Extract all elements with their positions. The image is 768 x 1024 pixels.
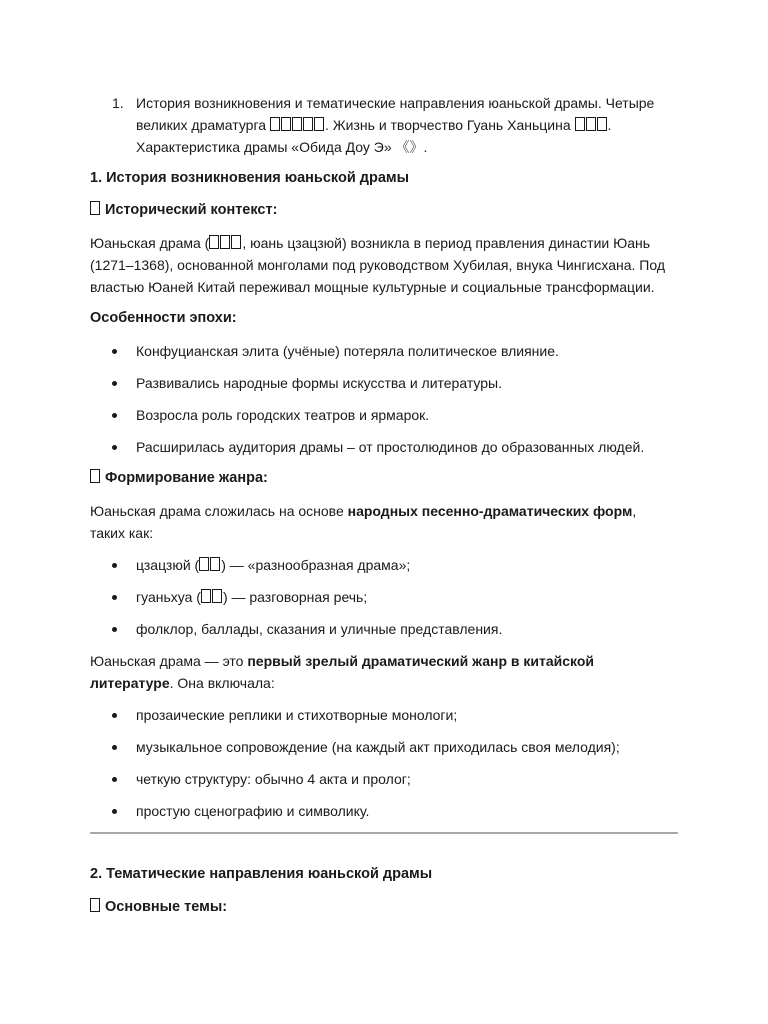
list-number: 1.: [112, 95, 124, 111]
missing-glyph-icon: [201, 589, 211, 603]
list-item-text: Возросла роль городских театров и ярмарок.: [136, 407, 430, 423]
intro-line-3-a: Характеристика драмы «Обида Доу Э»: [136, 139, 396, 155]
missing-glyph-icon: [292, 117, 302, 131]
genre-item-b: ) — разговорная речь;: [222, 589, 368, 605]
list-item-text: прозаические реплики и стихотворные монологи;: [136, 707, 458, 723]
mature-para-c: . Она включала:: [169, 675, 275, 691]
mature-genre-paragraph: [90, 650, 670, 694]
genre-item-b: ) — «разнообразная драма»;: [221, 557, 411, 573]
missing-glyph-icon: [90, 898, 100, 912]
list-item-text: четкую структуру: обычно 4 акта и пролог;: [136, 771, 411, 787]
intro-line-2-a: великих драматурга: [136, 117, 270, 133]
genre-para-bold: народных песенно-драматических форм: [347, 503, 633, 519]
intro-line-2-b: . Жизнь и творчество Гуань Ханьцина: [324, 117, 575, 133]
bullet-icon: [112, 595, 117, 600]
bullet-icon: [112, 777, 117, 782]
list-item-text: фолклор, баллады, сказания и уличные представления.: [136, 621, 503, 637]
context-heading-text: Исторический контекст:: [105, 202, 278, 218]
bullet-icon: [112, 809, 117, 814]
context-para-a: Юаньская драма (: [90, 235, 210, 251]
bullet-icon: [112, 413, 117, 418]
missing-glyph-icon: [90, 469, 100, 483]
intro-line-1: История возникновения и тематические направления юаньской драмы. Четыре: [136, 95, 655, 111]
context-paragraph: [90, 232, 680, 298]
themes-heading-text: Основные темы:: [105, 899, 228, 915]
missing-glyph-icon: [586, 117, 596, 131]
missing-glyph-icon: [210, 557, 220, 571]
list-item-text: [136, 586, 676, 608]
bullet-icon: [112, 445, 117, 450]
missing-glyph-icon: [575, 117, 585, 131]
bullet-icon: [112, 563, 117, 568]
list-item-text: Расширилась аудитория драмы – от простолюдинов до образованных людей.: [136, 439, 645, 455]
section-1-heading: 1. История возникновения юаньской драмы: [90, 170, 410, 186]
intro-list-item: [90, 92, 680, 158]
missing-glyph-icon: [231, 235, 241, 249]
missing-glyph-icon: [199, 557, 209, 571]
bullet-icon: [112, 627, 117, 632]
intro-line-3: [136, 136, 656, 158]
genre-para-c: , таких как:: [90, 503, 637, 541]
list-item-text: [136, 554, 676, 576]
mature-para-bold: первый зрелый драматический жанр в китайской литературе: [90, 653, 595, 691]
genre-heading-text: Формирование жанра:: [105, 470, 268, 486]
epoch-heading: Особенности эпохи:: [90, 310, 237, 326]
genre-item-a: гуаньхуа (: [136, 589, 201, 605]
intro-item-text: [136, 92, 656, 158]
genre-item-a: цзацзюй (: [136, 557, 200, 573]
missing-glyph-icon: [90, 201, 100, 215]
missing-glyph-icon: [303, 117, 313, 131]
intro-line-3-b: 《》.: [395, 139, 428, 155]
intro-line-2: [136, 114, 656, 136]
bullet-icon: [112, 349, 117, 354]
intro-line-2-c: .: [607, 117, 612, 133]
horizontal-divider: [90, 832, 678, 834]
missing-glyph-icon: [270, 117, 280, 131]
missing-glyph-icon: [212, 589, 222, 603]
missing-glyph-icon: [209, 235, 219, 249]
bullet-icon: [112, 381, 117, 386]
genre-heading: [90, 467, 680, 489]
list-item-text: Конфуцианская элита (учёные) потеряла политическое влияние.: [136, 343, 559, 359]
mature-para-a: Юаньская драма — это: [90, 653, 248, 669]
missing-glyph-icon: [597, 117, 607, 131]
list-item-text: простую сценографию и символику.: [136, 803, 370, 819]
list-item-text: Развивались народные формы искусства и литературы.: [136, 375, 502, 391]
missing-glyph-icon: [220, 235, 230, 249]
themes-heading: [90, 896, 680, 918]
context-heading: [90, 199, 680, 221]
genre-para-a: Юаньская драма сложилась на основе: [90, 503, 348, 519]
bullet-icon: [112, 745, 117, 750]
context-para-b: , юань цзацзюй) возникла в период правления династии Юань (1271–1368), основанной монголами под руководством Хубилая, внука Чингисхана. Под властью Юаней Китай переживал мощные культурные и социальные трансформации.: [90, 235, 666, 295]
missing-glyph-icon: [314, 117, 324, 131]
list-item-text: музыкальное сопровождение (на каждый акт приходилась своя мелодия);: [136, 739, 620, 755]
section-2-heading: 2. Тематические направления юаньской драмы: [90, 866, 433, 882]
genre-paragraph: [90, 500, 670, 544]
bullet-icon: [112, 713, 117, 718]
missing-glyph-icon: [281, 117, 291, 131]
